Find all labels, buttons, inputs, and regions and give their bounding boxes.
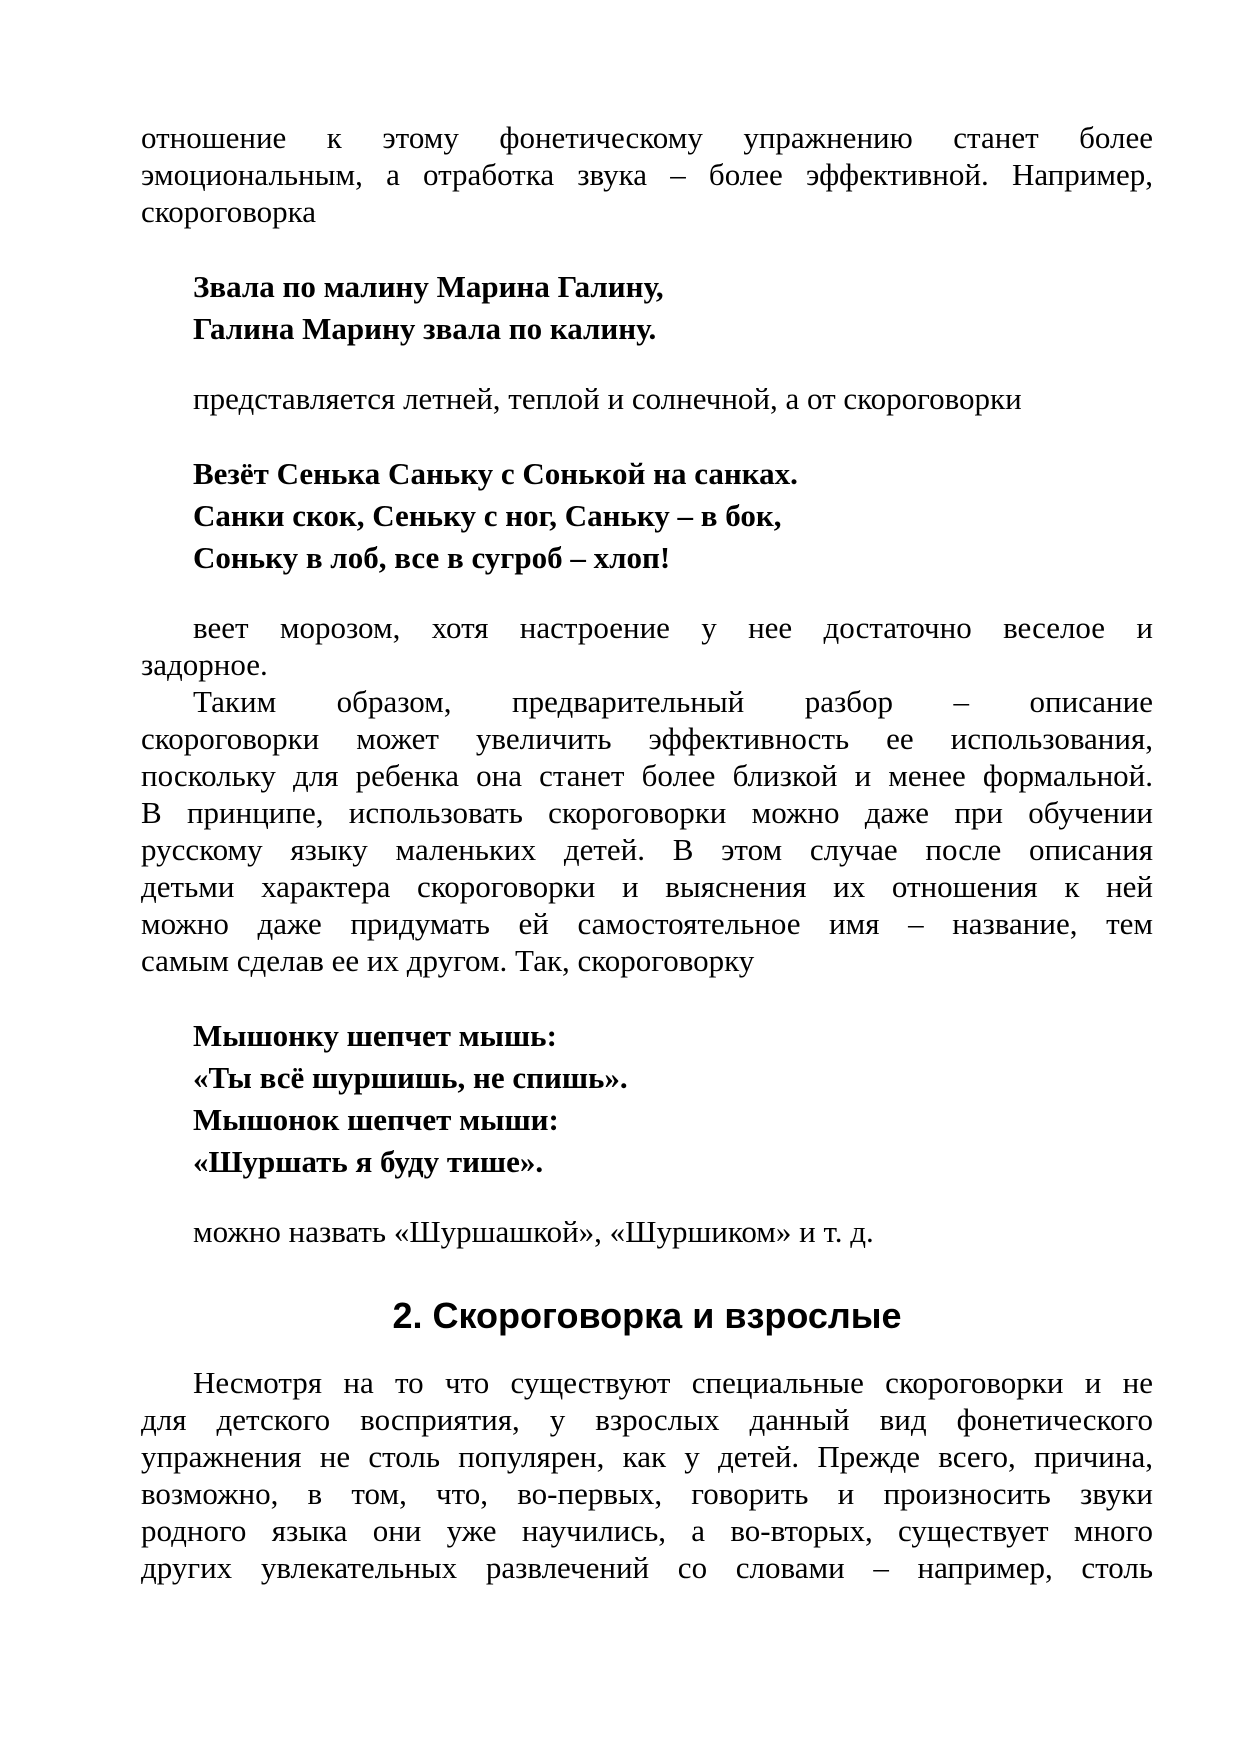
paragraph <box>141 1213 1153 1250</box>
text-line: отношение к этому фонетическому упражнению станет более <box>141 120 1153 155</box>
paragraph <box>141 609 1153 683</box>
text-line: самым сделав ее их другом. Так, скороговорку <box>141 943 755 978</box>
text-line: представляется летней, теплой и солнечной, а от скороговорки <box>193 381 1022 416</box>
text-line: скороговорка <box>141 194 316 229</box>
text-line: для детского восприятия, у взрослых данный вид фонетического <box>141 1402 1153 1437</box>
verse-line: Звала по малину Марина Галину, <box>193 269 664 304</box>
verse-line: «Шуршать я буду тише». <box>193 1144 544 1179</box>
verse-line: Галина Марину звала по калину. <box>193 311 657 346</box>
verse-line: Соньку в лоб, все в сугроб – хлоп! <box>193 540 671 575</box>
text-line: Таким образом, предварительный разбор – описание <box>193 684 1153 719</box>
text-line: можно назвать «Шуршашкой», «Шуршиком» и т. д. <box>193 1214 874 1249</box>
text-line: В принципе, использовать скороговорки можно даже при обучении <box>141 795 1153 830</box>
text-line: детьми характера скороговорки и выяснения их отношения к ней <box>141 869 1153 904</box>
page-content <box>141 119 1153 1586</box>
text-line: задорное. <box>141 647 268 682</box>
text-line: родного языка они уже научились, а во-вторых, существует много <box>141 1513 1153 1548</box>
text-line: поскольку для ребенка она станет более близкой и менее формальной. <box>141 758 1153 793</box>
text-line: упражнения не столь популярен, как у детей. Прежде всего, причина, <box>141 1439 1153 1474</box>
verse-line: Санки скок, Сеньку с ног, Саньку – в бок, <box>193 498 782 533</box>
verse-line: Мышонку шепчет мышь: <box>193 1018 557 1053</box>
section-heading: 2. Скороговорка и взрослые <box>392 1295 902 1336</box>
verse-line: «Ты всё шуршишь, не спишь». <box>193 1060 628 1095</box>
paragraph <box>141 1364 1153 1586</box>
verse-block <box>193 266 1153 350</box>
text-line: эмоциональным, а отработка звука – более эффективной. Например, <box>141 157 1153 192</box>
text-line: веет морозом, хотя настроение у нее достаточно веселое и <box>193 610 1153 645</box>
verse-block <box>193 1015 1153 1183</box>
text-line: возможно, в том, что, во-первых, говорить и произносить звуки <box>141 1476 1153 1511</box>
verse-line: Мышонок шепчет мыши: <box>193 1102 559 1137</box>
text-line: Несмотря на то что существуют специальные скороговорки и не <box>193 1365 1153 1400</box>
verse-block <box>193 453 1153 579</box>
verse-line: Везёт Сенька Саньку с Сонькой на санках. <box>193 456 798 491</box>
text-line: скороговорки может увеличить эффективность ее использования, <box>141 721 1153 756</box>
text-line: других увлекательных развлечений со словами – например, столь <box>141 1550 1153 1585</box>
text-line: можно даже придумать ей самостоятельное имя – название, тем <box>141 906 1153 941</box>
paragraph <box>141 683 1153 979</box>
paragraph <box>141 119 1153 230</box>
text-line: русскому языку маленьких детей. В этом случае после описания <box>141 832 1153 867</box>
paragraph <box>141 380 1153 417</box>
